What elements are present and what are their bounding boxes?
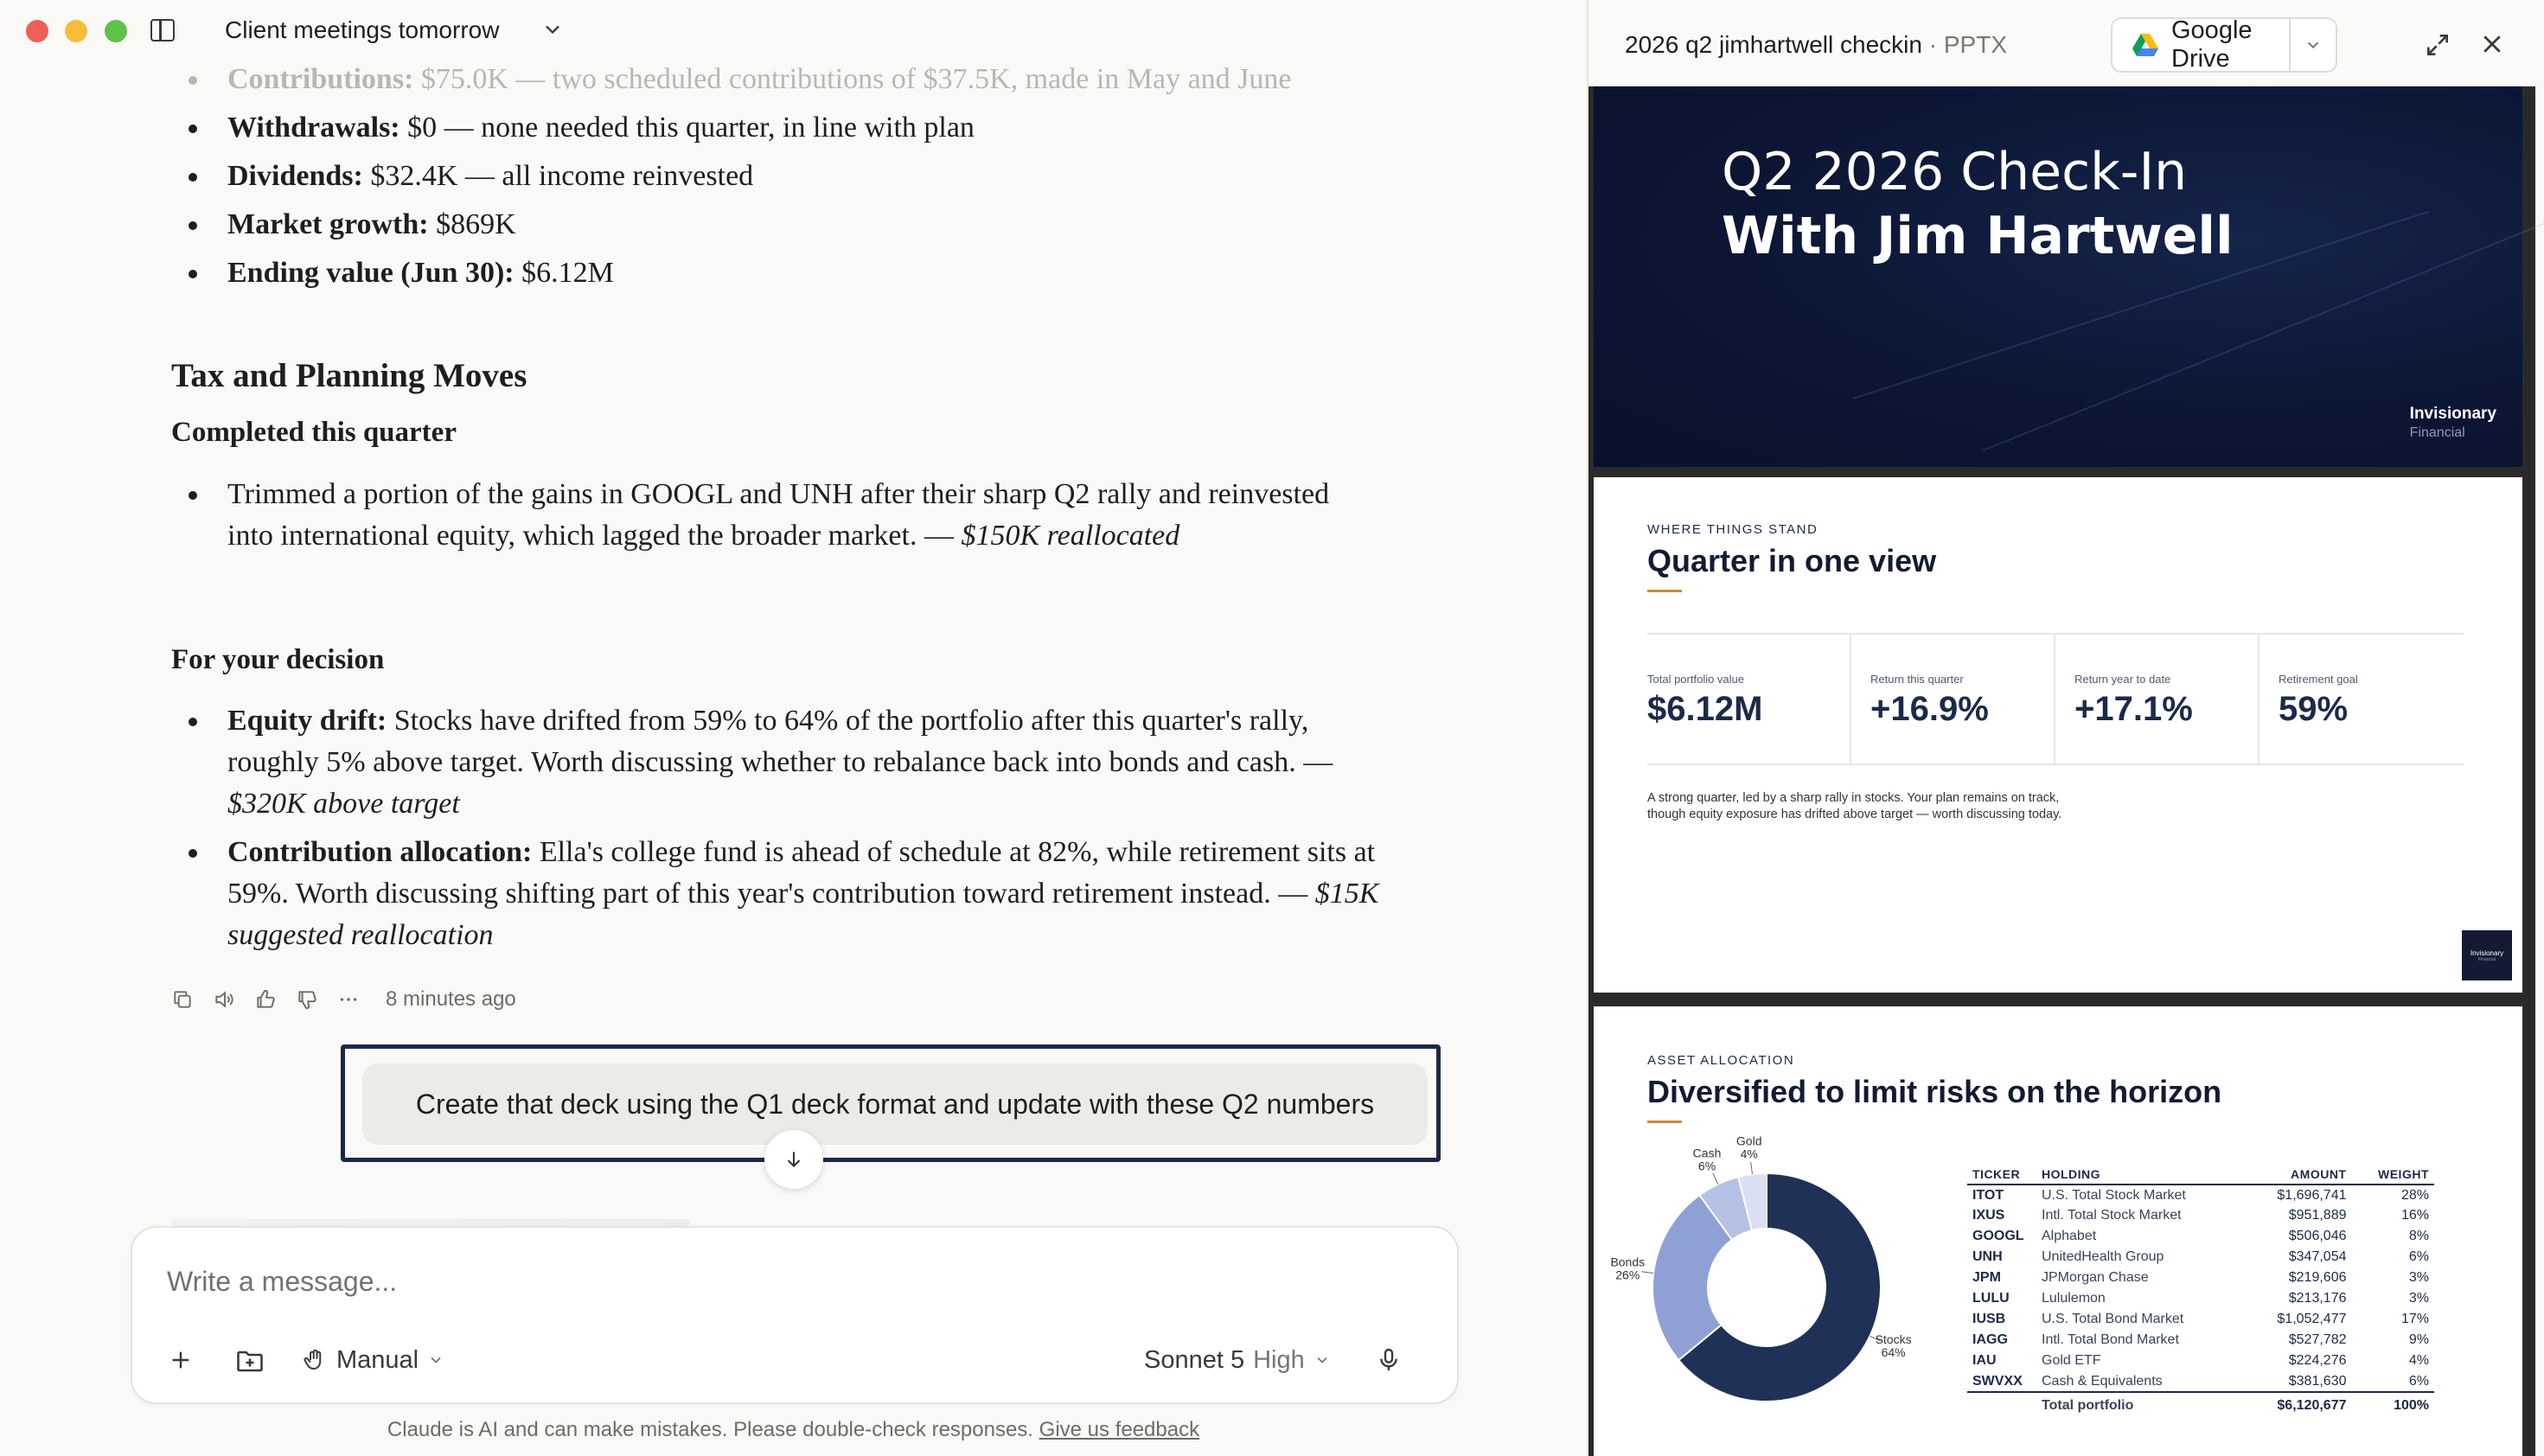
add-to-project-button[interactable] bbox=[234, 1340, 272, 1380]
divider bbox=[1647, 763, 2464, 765]
kpi-value: +17.1% bbox=[2074, 690, 2193, 728]
table-row bbox=[1967, 1205, 2434, 1226]
message-timestamp: 8 minutes ago bbox=[386, 987, 516, 1011]
message-input[interactable] bbox=[167, 1266, 1205, 1298]
table-row bbox=[1967, 1330, 2434, 1351]
cell-weight: 3% bbox=[2408, 1270, 2429, 1285]
divider bbox=[1647, 633, 2464, 635]
read-aloud-icon[interactable] bbox=[213, 988, 235, 1011]
list-item: Market growth: $869K bbox=[171, 204, 1399, 246]
cell-holding: Gold ETF bbox=[2042, 1353, 2101, 1368]
subsection-heading: For your decision bbox=[171, 644, 385, 675]
cashflow-list bbox=[171, 59, 1399, 294]
slide-kicker: ASSET ALLOCATION bbox=[1647, 1053, 1795, 1068]
disclaimer-text: Claude is AI and can make mistakes. Please double-check responses. bbox=[387, 1418, 1033, 1441]
artifact-filename: 2026 q2 jimhartwell checkin bbox=[1625, 31, 1922, 58]
table-header-row bbox=[1967, 1165, 2434, 1185]
artifact-panel bbox=[1587, 0, 2534, 1456]
section-heading: Tax and Planning Moves bbox=[171, 357, 527, 394]
expand-icon[interactable] bbox=[2424, 31, 2451, 59]
copy-icon[interactable] bbox=[171, 988, 194, 1011]
save-to-drive-button[interactable] bbox=[2113, 16, 2291, 73]
table-row bbox=[1967, 1371, 2434, 1392]
decision-list bbox=[171, 700, 1399, 956]
cell-holding: Intl. Total Bond Market bbox=[2042, 1332, 2179, 1347]
list-item: Dividends: $32.4K — all income reinvested bbox=[171, 156, 1399, 197]
brand-badge bbox=[2462, 930, 2512, 980]
slide-heading: Diversified to limit risks on the horizon bbox=[1647, 1074, 2222, 1109]
list-item: Withdrawals: $0 — none needed this quarter, in line with plan bbox=[171, 107, 1399, 149]
cell-ticker: GOOGL bbox=[1972, 1229, 2024, 1243]
title-bar bbox=[0, 0, 1587, 62]
google-drive-icon bbox=[2132, 33, 2159, 57]
cell-weight: 3% bbox=[2408, 1291, 2429, 1306]
cell-ticker: IUSB bbox=[1972, 1312, 2006, 1326]
cell-amount: $347,054 bbox=[2288, 1249, 2347, 1264]
brand-subtitle: Financial bbox=[2409, 425, 2465, 440]
artifact-filetype: PPTX bbox=[1943, 31, 2007, 58]
cell-holding: Lululemon bbox=[2042, 1291, 2106, 1306]
slide-summary: A strong quarter, led by a sharp rally in stocks. Your plan remains on track, though equity exposure has drifted above target — worth discussing today. bbox=[1647, 791, 2062, 821]
total-amount: $6,120,677 bbox=[2245, 1392, 2352, 1418]
cell-amount: $506,046 bbox=[2288, 1229, 2347, 1243]
message-actions bbox=[171, 987, 516, 1012]
slice-label-cash: Cash 6% bbox=[1692, 1146, 1722, 1173]
column-header: WEIGHT bbox=[2351, 1165, 2434, 1185]
arrow-down-icon bbox=[783, 1148, 805, 1171]
list-item: Ending value (Jun 30): $6.12M bbox=[171, 252, 1399, 294]
cell-amount: $381,630 bbox=[2288, 1373, 2347, 1389]
cell-holding: Intl. Total Stock Market bbox=[2042, 1208, 2182, 1223]
feedback-link[interactable]: Give us feedback bbox=[1039, 1418, 1200, 1441]
holdings-table bbox=[1967, 1165, 2434, 1418]
table-row bbox=[1967, 1309, 2434, 1330]
cell-ticker: JPM bbox=[1972, 1270, 2001, 1285]
total-label: Total portfolio bbox=[2036, 1392, 2245, 1418]
label-leader-line bbox=[1641, 1272, 1653, 1274]
cell-ticker: IAU bbox=[1972, 1353, 1997, 1368]
google-drive-label: Google Drive bbox=[2171, 16, 2253, 73]
cell-weight: 6% bbox=[2408, 1249, 2429, 1264]
table-row bbox=[1967, 1288, 2434, 1309]
window-maximize-button[interactable] bbox=[105, 20, 127, 42]
kpi-value: +16.9% bbox=[1870, 690, 1989, 728]
table-total-row bbox=[1967, 1392, 2434, 1418]
cell-weight: 6% bbox=[2408, 1373, 2429, 1389]
window-minimize-button[interactable] bbox=[65, 20, 87, 42]
cell-holding: JPMorgan Chase bbox=[2042, 1270, 2149, 1285]
slide-kicker: WHERE THINGS STAND bbox=[1647, 522, 1819, 537]
divider bbox=[1850, 635, 1851, 764]
artifact-header bbox=[1588, 0, 2535, 86]
plus-icon bbox=[167, 1346, 195, 1374]
user-message: Create that deck using the Q1 deck format and update with these Q2 numbers bbox=[362, 1063, 1428, 1145]
slide-title bbox=[1594, 86, 2522, 467]
completed-list bbox=[171, 474, 1330, 557]
message-composer bbox=[131, 1226, 1459, 1404]
thumbs-up-icon[interactable] bbox=[254, 988, 277, 1011]
slice-label-stocks: Stocks 64% bbox=[1875, 1331, 1912, 1359]
cell-holding: Alphabet bbox=[2042, 1229, 2097, 1243]
kpi-label: Total portfolio value bbox=[1647, 673, 1745, 686]
close-icon[interactable] bbox=[2479, 31, 2505, 57]
chevron-down-icon bbox=[1314, 1351, 1331, 1369]
list-item: Contribution allocation: Ella's college fund is ahead of schedule at 82%, while retirement sits at 59%. Worth discussing shifting part of this year's contribution toward retirement instead. — $15K suggested reallocation bbox=[171, 832, 1399, 956]
chevron-down-icon bbox=[427, 1351, 444, 1369]
column-header: AMOUNT bbox=[2245, 1165, 2352, 1185]
cell-amount: $527,782 bbox=[2288, 1332, 2347, 1347]
cell-weight: 16% bbox=[2400, 1208, 2429, 1223]
total-weight: 100% bbox=[2351, 1392, 2434, 1418]
cell-weight: 28% bbox=[2400, 1187, 2429, 1203]
table-row bbox=[1967, 1185, 2434, 1205]
cell-amount: $213,176 bbox=[2288, 1291, 2347, 1306]
brand-name: Invisionary bbox=[2409, 405, 2496, 423]
badge-name: Invisionary bbox=[2470, 948, 2504, 957]
divider bbox=[2258, 635, 2260, 764]
table-row bbox=[1967, 1247, 2434, 1268]
cell-ticker: IXUS bbox=[1972, 1208, 2005, 1223]
chat-title[interactable]: Client meetings tomorrow bbox=[225, 16, 500, 43]
divider bbox=[2054, 635, 2055, 764]
allocation-donut-chart bbox=[1610, 1134, 1912, 1421]
window-close-button[interactable] bbox=[26, 20, 48, 42]
list-item: Equity drift: Stocks have drifted from 59% to 64% of the portfolio after this quarter's rally, roughly 5% above target. Worth discussing whether to rebalance back into bonds and cash. — $320K above target bbox=[171, 700, 1399, 825]
kpi-label: Return this quarter bbox=[1870, 673, 1964, 686]
cell-weight: 8% bbox=[2408, 1229, 2429, 1243]
cell-weight: 17% bbox=[2400, 1312, 2429, 1326]
accent-rule bbox=[1647, 1121, 1682, 1123]
slide-allocation bbox=[1594, 1006, 2522, 1456]
slice-label-gold: Gold 4% bbox=[1735, 1134, 1762, 1161]
kpi-value: $6.12M bbox=[1647, 690, 1763, 728]
cell-weight: 4% bbox=[2408, 1353, 2429, 1368]
google-drive-button[interactable] bbox=[2111, 17, 2337, 73]
cell-amount: $224,276 bbox=[2288, 1353, 2347, 1368]
more-options-icon[interactable] bbox=[337, 988, 360, 1011]
cell-holding: U.S. Total Stock Market bbox=[2042, 1187, 2186, 1203]
table-row bbox=[1967, 1226, 2434, 1247]
cell-holding: U.S. Total Bond Market bbox=[2042, 1312, 2184, 1326]
column-header: HOLDING bbox=[2036, 1165, 2245, 1185]
cell-holding: Cash & Equivalents bbox=[2042, 1373, 2163, 1389]
accent-rule bbox=[1647, 590, 1682, 592]
slide-viewer[interactable] bbox=[1588, 86, 2535, 1456]
title-line-2: With Jim Hartwell bbox=[1722, 206, 2234, 266]
sidebar-toggle-icon[interactable] bbox=[150, 19, 175, 42]
chevron-down-icon[interactable] bbox=[540, 17, 565, 42]
table-row bbox=[1967, 1268, 2434, 1288]
label-leader-line bbox=[1751, 1162, 1753, 1174]
cell-ticker: ITOT bbox=[1972, 1187, 2004, 1203]
cell-amount: $1,052,477 bbox=[2277, 1312, 2347, 1326]
kpi-value: 59% bbox=[2279, 690, 2349, 728]
add-attachment-button[interactable] bbox=[167, 1340, 201, 1380]
cell-ticker: UNH bbox=[1972, 1249, 2003, 1264]
faded-content bbox=[171, 1219, 690, 1226]
cell-ticker: LULU bbox=[1972, 1291, 2010, 1306]
model-effort: High bbox=[1253, 1345, 1305, 1374]
badge-subtitle: Financial bbox=[2477, 956, 2496, 962]
chevron-down-icon bbox=[2304, 35, 2323, 54]
cell-ticker: IAGG bbox=[1972, 1332, 2008, 1347]
microphone-icon bbox=[1375, 1345, 1403, 1375]
slide-title-text bbox=[1722, 140, 2234, 268]
cell-holding: UnitedHealth Group bbox=[2042, 1249, 2164, 1264]
label-leader-line bbox=[1713, 1173, 1718, 1185]
cell-ticker: SWVXX bbox=[1972, 1373, 2023, 1389]
artifact-title: 2026 q2 jimhartwell checkin · PPTX bbox=[1625, 31, 2007, 58]
cell-amount: $219,606 bbox=[2288, 1270, 2347, 1285]
list-item: Contributions: $75.0K — two scheduled contributions of $37.5K, made in May and June bbox=[171, 59, 1399, 100]
slice-label-bonds: Bonds 26% bbox=[1610, 1255, 1646, 1282]
list-item: Trimmed a portion of the gains in GOOGL and UNH after their sharp Q2 rally and reinvested into international equity, which lagged the broader market. — $150K reallocated bbox=[171, 474, 1330, 557]
disclaimer bbox=[0, 1418, 1587, 1442]
cell-amount: $1,696,741 bbox=[2277, 1187, 2347, 1203]
mode-label: Manual bbox=[336, 1345, 419, 1374]
cell-empty bbox=[1967, 1392, 2036, 1418]
hand-icon bbox=[302, 1347, 328, 1373]
model-selector[interactable] bbox=[1144, 1340, 1331, 1380]
mode-selector[interactable] bbox=[302, 1340, 444, 1380]
slide-overview bbox=[1594, 477, 2522, 993]
model-name: Sonnet 5 bbox=[1144, 1345, 1245, 1374]
kpi-label: Return year to date bbox=[2074, 673, 2171, 686]
scroll-to-bottom-button[interactable] bbox=[764, 1130, 823, 1189]
title-line-1: Q2 2026 Check-In bbox=[1722, 142, 2188, 202]
brand-logo bbox=[2410, 405, 2496, 441]
cell-weight: 9% bbox=[2408, 1332, 2429, 1347]
slide-heading: Quarter in one view bbox=[1647, 543, 1937, 578]
column-header: TICKER bbox=[1967, 1165, 2036, 1185]
folder-plus-icon bbox=[234, 1344, 265, 1376]
kpi-label: Retirement goal bbox=[2279, 673, 2358, 686]
table-row bbox=[1967, 1351, 2434, 1371]
cell-amount: $951,889 bbox=[2288, 1208, 2347, 1223]
voice-input-button[interactable] bbox=[1375, 1340, 1409, 1380]
thumbs-down-icon[interactable] bbox=[296, 988, 318, 1011]
subsection-heading: Completed this quarter bbox=[171, 417, 457, 448]
drive-options-dropdown[interactable] bbox=[2291, 35, 2336, 54]
